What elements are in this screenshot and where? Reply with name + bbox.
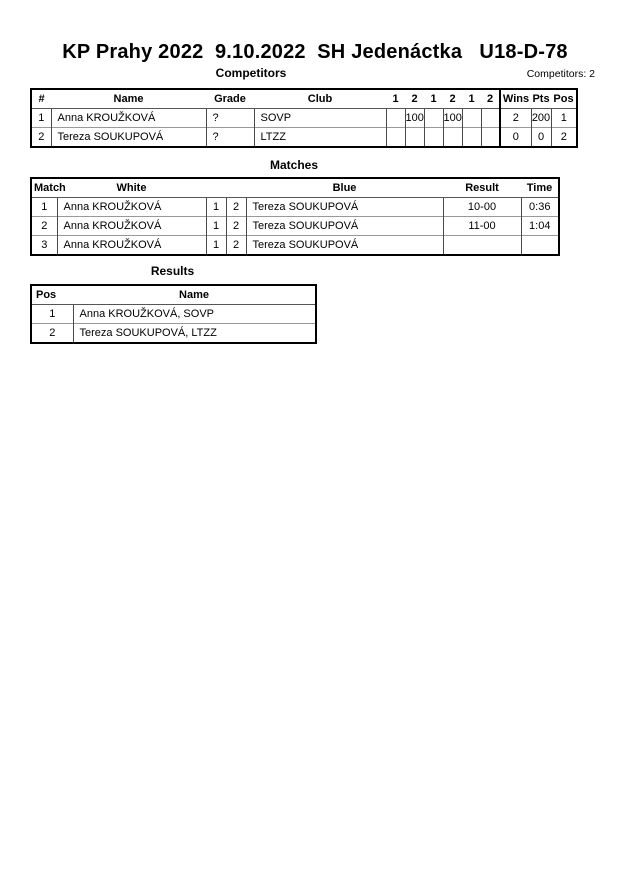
results-header-row xyxy=(31,285,316,305)
col-pos: Pos xyxy=(551,89,577,109)
match-num: 3 xyxy=(31,236,57,256)
competitor-wins: 2 xyxy=(500,109,531,128)
competitor-name: Anna KROUŽKOVÁ xyxy=(51,109,206,128)
col-pts: Pts xyxy=(531,89,551,109)
match-blue-name: Tereza SOUKUPOVÁ xyxy=(246,217,443,236)
competitor-name: Tereza SOUKUPOVÁ xyxy=(51,128,206,148)
score-cell xyxy=(386,128,405,148)
match-result xyxy=(443,236,521,256)
match-blue-num: 2 xyxy=(226,236,246,256)
col-white: White xyxy=(57,178,206,198)
score-cell xyxy=(443,128,462,148)
result-pos: 1 xyxy=(31,305,73,324)
match-time: 1:04 xyxy=(521,217,559,236)
result-name: Tereza SOUKUPOVÁ, LTZZ xyxy=(73,324,316,344)
col-name: Name xyxy=(73,285,316,305)
result-name: Anna KROUŽKOVÁ, SOVP xyxy=(73,305,316,324)
match-white-num: 1 xyxy=(206,236,226,256)
result-pos: 2 xyxy=(31,324,73,344)
competitor-grade: ? xyxy=(206,109,254,128)
competitor-wins: 0 xyxy=(500,128,531,148)
col-pos: Pos xyxy=(31,285,73,305)
matches-header-row xyxy=(31,178,559,198)
match-white-num: 1 xyxy=(206,198,226,217)
match-row xyxy=(31,217,559,236)
score-cell xyxy=(386,109,405,128)
score-cell xyxy=(462,109,481,128)
match-time xyxy=(521,236,559,256)
competitors-section-title: Competitors xyxy=(215,66,287,80)
col-white-num xyxy=(206,178,226,198)
competitors-count: Competitors: 2 xyxy=(526,68,595,80)
col-match: Match xyxy=(31,178,57,198)
col-club: Club xyxy=(254,89,386,109)
score-cell: 100 xyxy=(443,109,462,128)
matches-section-title: Matches xyxy=(269,158,319,172)
result-row xyxy=(31,324,316,344)
col-name: Name xyxy=(51,89,206,109)
results-section-title: Results xyxy=(150,264,195,278)
competitor-row xyxy=(31,128,577,148)
match-result: 10-00 xyxy=(443,198,521,217)
score-cell xyxy=(424,109,443,128)
page-title: KP Prahy 2022 9.10.2022 SH Jedenáctka U18-D-78 xyxy=(62,41,568,63)
match-blue-num: 2 xyxy=(226,198,246,217)
col-score-3: 1 xyxy=(424,89,443,109)
col-num: # xyxy=(31,89,51,109)
matches-table xyxy=(30,177,560,256)
col-grade: Grade xyxy=(206,89,254,109)
competitor-num: 2 xyxy=(31,128,51,148)
competitor-num: 1 xyxy=(31,109,51,128)
competitor-pts: 0 xyxy=(531,128,551,148)
competitor-row xyxy=(31,109,577,128)
col-score-1: 1 xyxy=(386,89,405,109)
competitor-pos: 2 xyxy=(551,128,577,148)
results-table xyxy=(30,284,317,344)
col-score-2: 2 xyxy=(405,89,424,109)
col-score-4: 2 xyxy=(443,89,462,109)
col-score-6: 2 xyxy=(481,89,500,109)
competitors-header-row xyxy=(31,89,577,109)
score-cell xyxy=(462,128,481,148)
col-time: Time xyxy=(521,178,559,198)
col-wins: Wins xyxy=(500,89,531,109)
match-blue-name: Tereza SOUKUPOVÁ xyxy=(246,198,443,217)
result-row xyxy=(31,305,316,324)
competitor-grade: ? xyxy=(206,128,254,148)
score-cell: 100 xyxy=(405,109,424,128)
col-blue-num xyxy=(226,178,246,198)
competitors-table xyxy=(30,88,578,148)
match-white-name: Anna KROUŽKOVÁ xyxy=(57,198,206,217)
match-num: 2 xyxy=(31,217,57,236)
match-blue-name: Tereza SOUKUPOVÁ xyxy=(246,236,443,256)
competitor-club: LTZZ xyxy=(254,128,386,148)
match-blue-num: 2 xyxy=(226,217,246,236)
match-time: 0:36 xyxy=(521,198,559,217)
score-cell xyxy=(405,128,424,148)
match-row xyxy=(31,236,559,256)
match-white-name: Anna KROUŽKOVÁ xyxy=(57,217,206,236)
col-result: Result xyxy=(443,178,521,198)
match-white-name: Anna KROUŽKOVÁ xyxy=(57,236,206,256)
score-cell xyxy=(481,128,500,148)
match-white-num: 1 xyxy=(206,217,226,236)
match-row xyxy=(31,198,559,217)
match-result: 11-00 xyxy=(443,217,521,236)
competitor-pts: 200 xyxy=(531,109,551,128)
score-cell xyxy=(481,109,500,128)
competitor-club: SOVP xyxy=(254,109,386,128)
competitor-pos: 1 xyxy=(551,109,577,128)
col-blue: Blue xyxy=(246,178,443,198)
match-num: 1 xyxy=(31,198,57,217)
score-cell xyxy=(424,128,443,148)
col-score-5: 1 xyxy=(462,89,481,109)
